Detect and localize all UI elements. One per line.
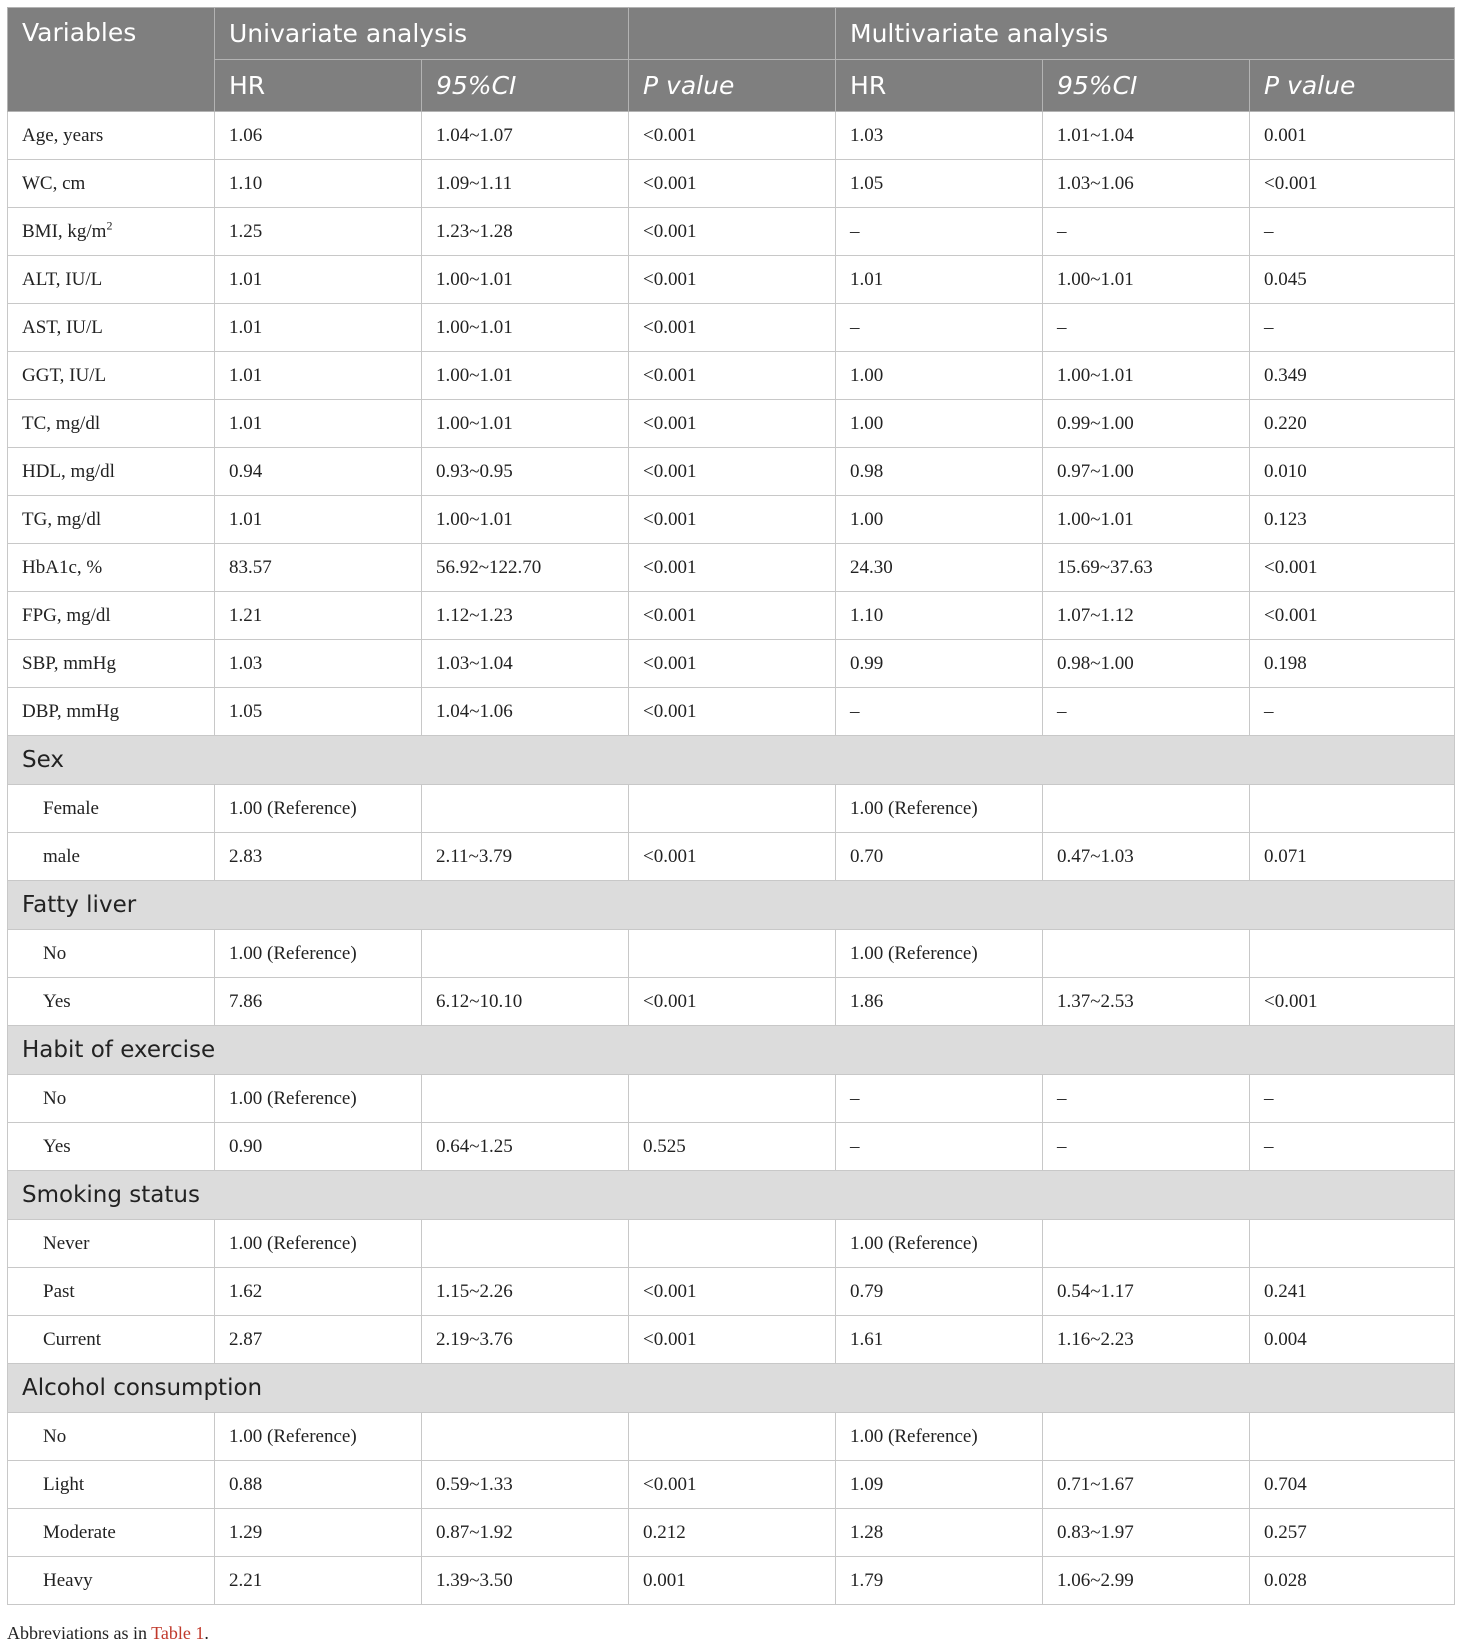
- cell-multi-ci: 1.07~1.12: [1043, 592, 1250, 640]
- variable-label-text: WC, cm: [22, 172, 86, 194]
- variable-label: [8, 400, 215, 448]
- cell-uni-p: <0.001: [629, 1316, 836, 1364]
- cell-multi-hr: 1.05: [836, 160, 1043, 208]
- cell-multi-ci: –: [1043, 688, 1250, 736]
- cell-uni-ci: 1.00~1.01: [422, 256, 629, 304]
- cell-uni-p: <0.001: [629, 640, 836, 688]
- cell-multi-ci: 0.47~1.03: [1043, 833, 1250, 881]
- cell-multi-ci: 1.01~1.04: [1043, 112, 1250, 160]
- cell-multi-hr: 1.00 (Reference): [836, 1413, 1043, 1461]
- cell-multi-p: 0.220: [1250, 400, 1455, 448]
- cell-uni-ci: 1.00~1.01: [422, 400, 629, 448]
- cell-uni-p: [629, 1075, 836, 1123]
- variable-label: [8, 930, 215, 978]
- variable-label-text: male: [43, 845, 80, 867]
- table-row: [8, 112, 1455, 160]
- cell-multi-hr: 1.01: [836, 256, 1043, 304]
- section-row: [8, 881, 1455, 930]
- cell-multi-hr: 0.99: [836, 640, 1043, 688]
- cell-multi-hr: 1.00: [836, 400, 1043, 448]
- cell-multi-p: <0.001: [1250, 544, 1455, 592]
- variable-label-text: Never: [43, 1232, 90, 1254]
- variable-label: [8, 160, 215, 208]
- variable-label-text: DBP, mmHg: [22, 700, 120, 722]
- variable-label: [8, 1461, 215, 1509]
- table-row: [8, 930, 1455, 978]
- cell-multi-p: 0.028: [1250, 1557, 1455, 1605]
- section-row: [8, 736, 1455, 785]
- cell-uni-p: [629, 1220, 836, 1268]
- cell-uni-ci: 1.00~1.01: [422, 304, 629, 352]
- variable-label: [8, 592, 215, 640]
- table-row: [8, 978, 1455, 1026]
- cell-uni-hr: 1.06: [215, 112, 422, 160]
- variable-label-text: No: [43, 1087, 67, 1109]
- variable-label-text: Past: [43, 1280, 75, 1302]
- variable-label: [8, 1557, 215, 1605]
- header-uni-p: P value: [629, 60, 836, 112]
- variable-label: [8, 978, 215, 1026]
- cell-multi-p: –: [1250, 688, 1455, 736]
- cell-multi-p: [1250, 1413, 1455, 1461]
- variable-label-text: HbA1c, %: [22, 556, 103, 578]
- cell-uni-hr: 1.00 (Reference): [215, 1413, 422, 1461]
- variable-label: [8, 1220, 215, 1268]
- cell-uni-p: [629, 1413, 836, 1461]
- cell-multi-ci: –: [1043, 304, 1250, 352]
- cell-multi-ci: 1.03~1.06: [1043, 160, 1250, 208]
- table-row: [8, 496, 1455, 544]
- section-row: [8, 1171, 1455, 1220]
- section-row: [8, 1026, 1455, 1075]
- cell-multi-ci: 1.06~2.99: [1043, 1557, 1250, 1605]
- table-row: [8, 1123, 1455, 1171]
- table-row: [8, 688, 1455, 736]
- cell-uni-ci: 1.12~1.23: [422, 592, 629, 640]
- cell-uni-ci: 0.87~1.92: [422, 1509, 629, 1557]
- variable-label-text: FPG, mg/dl: [22, 604, 111, 626]
- cell-uni-ci: 0.93~0.95: [422, 448, 629, 496]
- header-uni-ci: 95%CI: [422, 60, 629, 112]
- cell-uni-ci: 1.04~1.06: [422, 688, 629, 736]
- cell-multi-ci: 0.99~1.00: [1043, 400, 1250, 448]
- cell-multi-hr: 1.00: [836, 352, 1043, 400]
- cell-multi-ci: 0.71~1.67: [1043, 1461, 1250, 1509]
- variable-label: [8, 352, 215, 400]
- table-row: [8, 1220, 1455, 1268]
- cell-multi-hr: –: [836, 304, 1043, 352]
- cell-multi-p: <0.001: [1250, 160, 1455, 208]
- table-row: [8, 544, 1455, 592]
- table-row: [8, 352, 1455, 400]
- variable-label: [8, 112, 215, 160]
- cell-uni-hr: 1.05: [215, 688, 422, 736]
- header-uni-hr: HR: [215, 60, 422, 112]
- cell-multi-hr: 1.61: [836, 1316, 1043, 1364]
- cell-multi-p: –: [1250, 1123, 1455, 1171]
- cell-multi-hr: 1.00 (Reference): [836, 930, 1043, 978]
- variable-label: [8, 1316, 215, 1364]
- header-univariate-blank: [629, 8, 836, 60]
- cell-multi-p: 0.198: [1250, 640, 1455, 688]
- variable-label: [8, 1123, 215, 1171]
- section-label: Alcohol consumption: [8, 1364, 1455, 1413]
- table-body: [8, 112, 1455, 1605]
- cell-uni-p: <0.001: [629, 592, 836, 640]
- table-row: [8, 1268, 1455, 1316]
- cell-multi-p: <0.001: [1250, 978, 1455, 1026]
- cell-uni-p: <0.001: [629, 1461, 836, 1509]
- cell-multi-ci: 0.54~1.17: [1043, 1268, 1250, 1316]
- table-row: [8, 160, 1455, 208]
- cell-uni-p: <0.001: [629, 448, 836, 496]
- cell-uni-ci: 1.15~2.26: [422, 1268, 629, 1316]
- cell-multi-hr: 1.09: [836, 1461, 1043, 1509]
- variable-label: [8, 544, 215, 592]
- cell-uni-hr: 1.62: [215, 1268, 422, 1316]
- cell-multi-hr: 0.98: [836, 448, 1043, 496]
- cell-uni-ci: 1.03~1.04: [422, 640, 629, 688]
- cell-multi-p: 0.123: [1250, 496, 1455, 544]
- cell-uni-hr: 1.00 (Reference): [215, 1220, 422, 1268]
- variable-label: [8, 208, 215, 256]
- cell-multi-p: 0.257: [1250, 1509, 1455, 1557]
- variable-label: [8, 785, 215, 833]
- variable-label-superscript: 2: [106, 218, 113, 233]
- table-row: [8, 1316, 1455, 1364]
- footnote-end: .: [204, 1623, 209, 1643]
- cell-uni-ci: 2.11~3.79: [422, 833, 629, 881]
- variable-label-text: Current: [43, 1328, 102, 1350]
- table-row: [8, 1509, 1455, 1557]
- variable-label-text: Light: [43, 1473, 85, 1495]
- header-univariate: Univariate analysis: [215, 8, 629, 60]
- cell-uni-hr: 1.01: [215, 256, 422, 304]
- table-row: [8, 1413, 1455, 1461]
- variable-label-text: Age, years: [22, 124, 104, 146]
- header-multivariate: Multivariate analysis: [836, 8, 1455, 60]
- table-row: [8, 785, 1455, 833]
- cell-uni-hr: 1.10: [215, 160, 422, 208]
- variable-label: [8, 256, 215, 304]
- variable-label-text: AST, IU/L: [22, 316, 103, 338]
- cell-uni-ci: 0.64~1.25: [422, 1123, 629, 1171]
- header-multi-hr: HR: [836, 60, 1043, 112]
- cell-multi-hr: 1.86: [836, 978, 1043, 1026]
- cell-multi-hr: 0.70: [836, 833, 1043, 881]
- cell-uni-hr: 1.21: [215, 592, 422, 640]
- cell-multi-ci: 1.00~1.01: [1043, 496, 1250, 544]
- cell-multi-p: –: [1250, 1075, 1455, 1123]
- header-multi-p: P value: [1250, 60, 1455, 112]
- cell-uni-p: [629, 785, 836, 833]
- cell-multi-ci: [1043, 1220, 1250, 1268]
- variable-label-text: HDL, mg/dl: [22, 460, 115, 482]
- cell-multi-p: –: [1250, 304, 1455, 352]
- cell-uni-p: <0.001: [629, 256, 836, 304]
- cell-uni-p: <0.001: [629, 304, 836, 352]
- cell-uni-ci: 1.09~1.11: [422, 160, 629, 208]
- cell-multi-hr: 1.79: [836, 1557, 1043, 1605]
- variable-label: [8, 1075, 215, 1123]
- variable-label: [8, 688, 215, 736]
- cell-uni-hr: 83.57: [215, 544, 422, 592]
- cell-uni-hr: 7.86: [215, 978, 422, 1026]
- cell-uni-ci: 1.23~1.28: [422, 208, 629, 256]
- table-row: [8, 592, 1455, 640]
- table-row: [8, 448, 1455, 496]
- header-row-columns: [8, 60, 1455, 112]
- cell-multi-ci: 1.00~1.01: [1043, 256, 1250, 304]
- cell-multi-hr: –: [836, 208, 1043, 256]
- cell-multi-ci: 0.98~1.00: [1043, 640, 1250, 688]
- cell-multi-ci: 0.83~1.97: [1043, 1509, 1250, 1557]
- cell-uni-ci: 56.92~122.70: [422, 544, 629, 592]
- table-row: [8, 1557, 1455, 1605]
- hazard-ratio-table: [7, 7, 1455, 1605]
- table-row: [8, 208, 1455, 256]
- cell-uni-ci: [422, 1075, 629, 1123]
- table-row: [8, 304, 1455, 352]
- cell-multi-hr: 1.00 (Reference): [836, 785, 1043, 833]
- table-header: [8, 8, 1455, 112]
- cell-uni-p: <0.001: [629, 978, 836, 1026]
- cell-uni-p: <0.001: [629, 688, 836, 736]
- cell-multi-hr: 24.30: [836, 544, 1043, 592]
- cell-uni-p: <0.001: [629, 496, 836, 544]
- cell-uni-hr: 0.88: [215, 1461, 422, 1509]
- cell-uni-hr: 1.01: [215, 400, 422, 448]
- cell-multi-ci: 1.16~2.23: [1043, 1316, 1250, 1364]
- cell-multi-p: 0.349: [1250, 352, 1455, 400]
- variable-label-text: No: [43, 1425, 67, 1447]
- cell-uni-ci: 6.12~10.10: [422, 978, 629, 1026]
- cell-uni-hr: 1.25: [215, 208, 422, 256]
- footnote-text: Abbreviations as in: [7, 1623, 152, 1643]
- cell-multi-ci: –: [1043, 1123, 1250, 1171]
- cell-multi-p: 0.004: [1250, 1316, 1455, 1364]
- cell-multi-p: 0.071: [1250, 833, 1455, 881]
- cell-multi-p: <0.001: [1250, 592, 1455, 640]
- cell-multi-p: 0.010: [1250, 448, 1455, 496]
- cell-uni-hr: 1.01: [215, 304, 422, 352]
- cell-multi-ci: –: [1043, 1075, 1250, 1123]
- cell-uni-ci: 2.19~3.76: [422, 1316, 629, 1364]
- cell-multi-hr: –: [836, 1075, 1043, 1123]
- variable-label: [8, 1268, 215, 1316]
- cell-multi-p: [1250, 930, 1455, 978]
- header-variables: Variables: [8, 8, 215, 112]
- table-row: [8, 833, 1455, 881]
- variable-label: [8, 448, 215, 496]
- variable-label-text: Yes: [43, 990, 71, 1012]
- cell-multi-ci: [1043, 1413, 1250, 1461]
- section-label: Habit of exercise: [8, 1026, 1455, 1075]
- cell-uni-ci: 1.39~3.50: [422, 1557, 629, 1605]
- cell-uni-p: <0.001: [629, 1268, 836, 1316]
- cell-multi-p: 0.045: [1250, 256, 1455, 304]
- cell-uni-ci: 1.04~1.07: [422, 112, 629, 160]
- variable-label-text: TG, mg/dl: [22, 508, 102, 530]
- cell-multi-hr: 1.03: [836, 112, 1043, 160]
- footnote-table-link[interactable]: Table 1: [151, 1623, 205, 1643]
- variable-label-text: Heavy: [43, 1569, 93, 1591]
- cell-multi-ci: [1043, 930, 1250, 978]
- cell-uni-p: <0.001: [629, 833, 836, 881]
- cell-uni-hr: 1.00 (Reference): [215, 1075, 422, 1123]
- cell-multi-p: –: [1250, 208, 1455, 256]
- cell-multi-hr: 0.79: [836, 1268, 1043, 1316]
- cell-multi-p: 0.704: [1250, 1461, 1455, 1509]
- cell-uni-ci: 1.00~1.01: [422, 496, 629, 544]
- header-row-groups: [8, 8, 1455, 60]
- header-multi-ci: 95%CI: [1043, 60, 1250, 112]
- cell-uni-p: 0.001: [629, 1557, 836, 1605]
- variable-label-text: SBP, mmHg: [22, 652, 116, 674]
- variable-label-text: Moderate: [43, 1521, 116, 1543]
- variable-label-text: TC, mg/dl: [22, 412, 101, 434]
- cell-uni-p: <0.001: [629, 112, 836, 160]
- cell-uni-p: 0.212: [629, 1509, 836, 1557]
- variable-label: [8, 833, 215, 881]
- section-label: Sex: [8, 736, 1455, 785]
- table-footnote: [7, 1623, 209, 1644]
- cell-uni-p: <0.001: [629, 544, 836, 592]
- cell-multi-ci: 15.69~37.63: [1043, 544, 1250, 592]
- variable-label-text: GGT, IU/L: [22, 364, 107, 386]
- section-row: [8, 1364, 1455, 1413]
- cell-uni-ci: 1.00~1.01: [422, 352, 629, 400]
- cell-multi-p: 0.241: [1250, 1268, 1455, 1316]
- variable-label: [8, 496, 215, 544]
- cell-multi-hr: –: [836, 688, 1043, 736]
- cell-uni-ci: [422, 1220, 629, 1268]
- cell-uni-p: <0.001: [629, 352, 836, 400]
- variable-label: [8, 1509, 215, 1557]
- variable-label-text: No: [43, 942, 67, 964]
- table-row: [8, 400, 1455, 448]
- cell-uni-hr: 1.01: [215, 352, 422, 400]
- variable-label-text: Yes: [43, 1135, 71, 1157]
- cell-multi-p: [1250, 1220, 1455, 1268]
- cell-multi-hr: 1.10: [836, 592, 1043, 640]
- cell-uni-hr: 1.00 (Reference): [215, 785, 422, 833]
- cell-uni-hr: 1.03: [215, 640, 422, 688]
- cell-uni-ci: [422, 785, 629, 833]
- cell-multi-hr: –: [836, 1123, 1043, 1171]
- section-label: Smoking status: [8, 1171, 1455, 1220]
- table-row: [8, 1461, 1455, 1509]
- cell-multi-ci: [1043, 785, 1250, 833]
- cell-uni-hr: 1.00 (Reference): [215, 930, 422, 978]
- cell-uni-hr: 0.94: [215, 448, 422, 496]
- cell-uni-ci: 0.59~1.33: [422, 1461, 629, 1509]
- section-label: Fatty liver: [8, 881, 1455, 930]
- variable-label: [8, 640, 215, 688]
- cell-uni-p: <0.001: [629, 160, 836, 208]
- cell-uni-ci: [422, 930, 629, 978]
- variable-label: [8, 1413, 215, 1461]
- table-row: [8, 256, 1455, 304]
- variable-label-text: Female: [43, 797, 99, 819]
- cell-uni-p: 0.525: [629, 1123, 836, 1171]
- table-row: [8, 1075, 1455, 1123]
- cell-multi-ci: 1.37~2.53: [1043, 978, 1250, 1026]
- cell-uni-hr: 1.01: [215, 496, 422, 544]
- variable-label-text: BMI, kg/m: [22, 220, 107, 242]
- cell-multi-ci: –: [1043, 208, 1250, 256]
- cell-multi-p: [1250, 785, 1455, 833]
- cell-multi-ci: 1.00~1.01: [1043, 352, 1250, 400]
- cell-multi-hr: 1.28: [836, 1509, 1043, 1557]
- cell-multi-hr: 1.00 (Reference): [836, 1220, 1043, 1268]
- cell-uni-p: <0.001: [629, 400, 836, 448]
- cell-multi-p: 0.001: [1250, 112, 1455, 160]
- cell-uni-hr: 2.21: [215, 1557, 422, 1605]
- variable-label-text: ALT, IU/L: [22, 268, 103, 290]
- cell-uni-hr: 2.83: [215, 833, 422, 881]
- cell-multi-hr: 1.00: [836, 496, 1043, 544]
- cell-uni-hr: 2.87: [215, 1316, 422, 1364]
- cell-uni-hr: 0.90: [215, 1123, 422, 1171]
- cell-uni-p: [629, 930, 836, 978]
- variable-label: [8, 304, 215, 352]
- cell-multi-ci: 0.97~1.00: [1043, 448, 1250, 496]
- cell-uni-p: <0.001: [629, 208, 836, 256]
- cell-uni-ci: [422, 1413, 629, 1461]
- table-row: [8, 640, 1455, 688]
- cell-uni-hr: 1.29: [215, 1509, 422, 1557]
